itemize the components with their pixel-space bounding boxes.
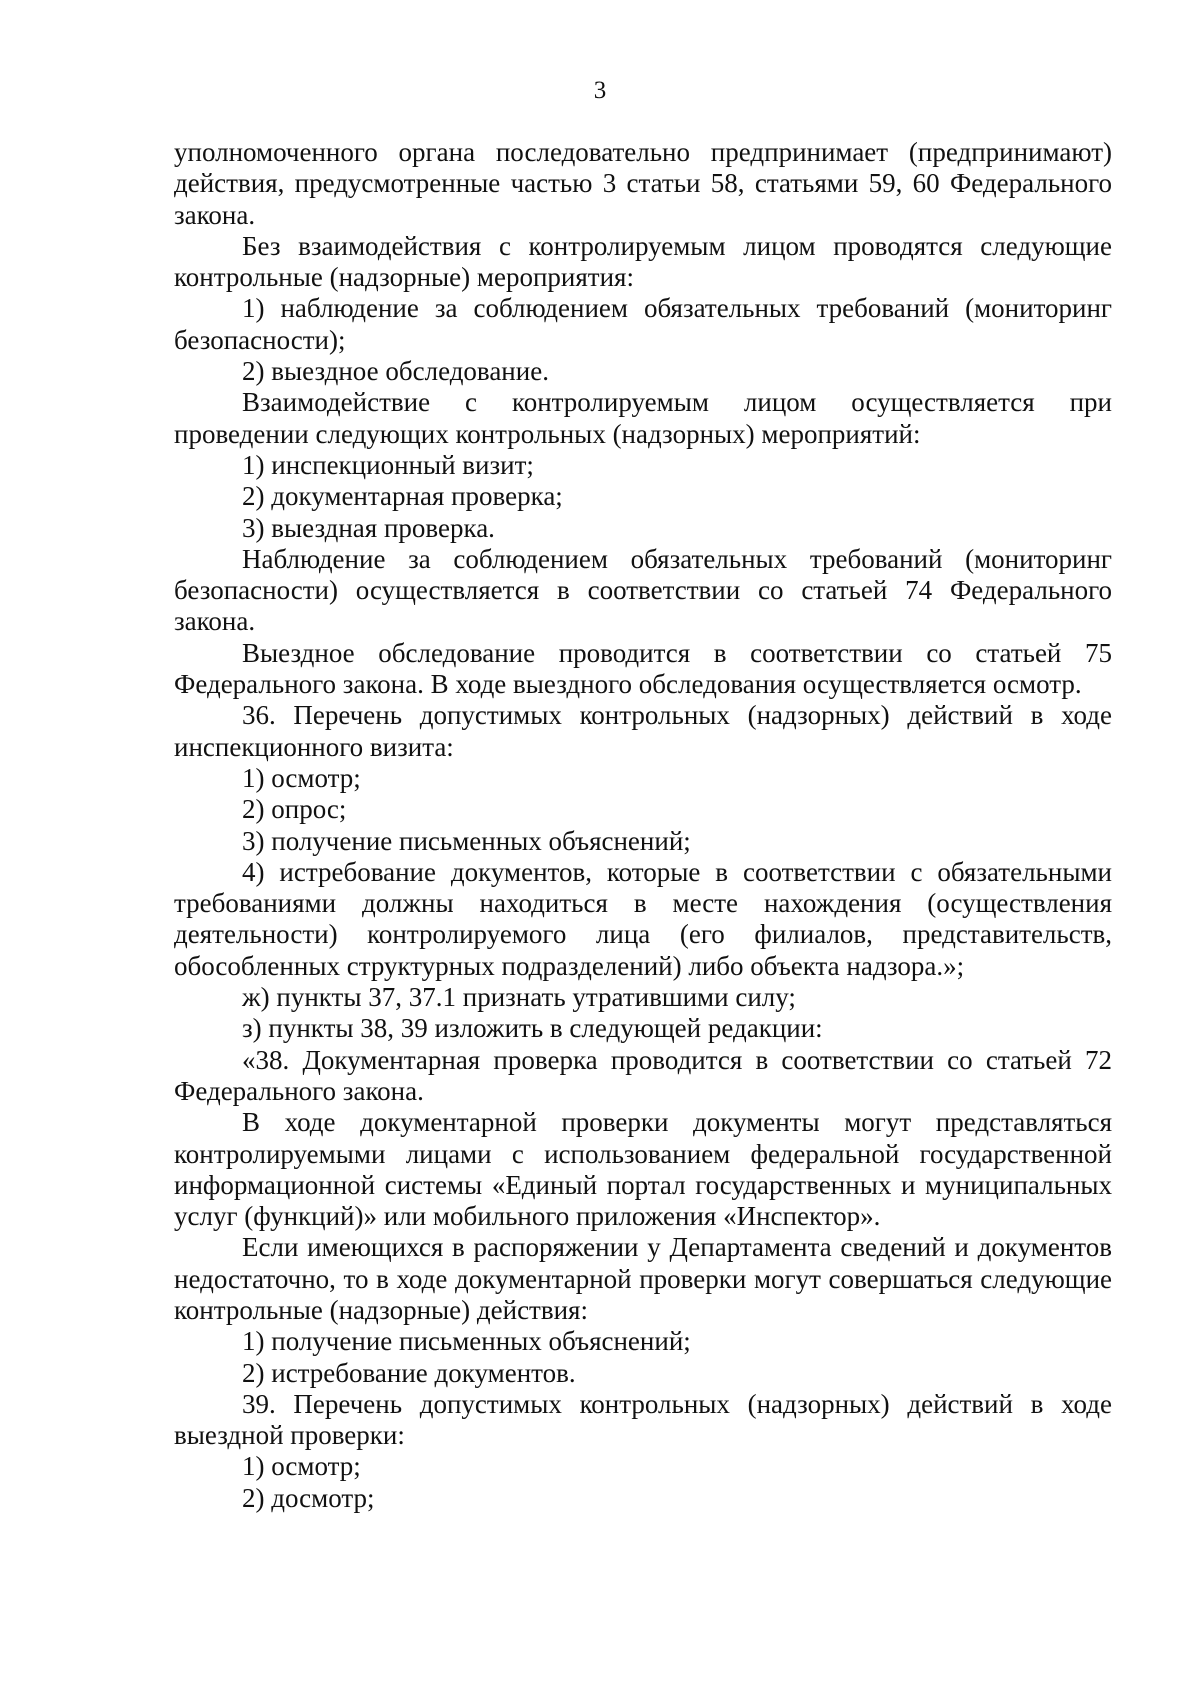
list-item-inspection: 1) осмотр; [242, 762, 361, 793]
paragraph-monitoring-article: Наблюдение за соблюдением обязательных требований (мониторинг безопасности) осуществляется в соответствии со статьей 74 Федерального закона. [174, 543, 1112, 637]
list-item-written-explanations: 3) получение письменных объяснений; [242, 825, 691, 856]
paragraph-with-interaction: Взаимодействие с контролируемым лицом осуществляется при проведении следующих контрольных (надзорных) мероприятий: [174, 387, 1112, 449]
page-number: 3 [593, 77, 607, 104]
list-item-document-request-2: 2) истребование документов. [242, 1357, 576, 1388]
paragraph-continuation: уполномоченного органа последовательно предпринимает (предпринимают) действия, предусмотренные частью 3 статьи 58, статьями 59, 60 Федерального закона. [174, 137, 1112, 230]
list-item-document-request: 4) истребование документов, которые в соответствии с обязательными требованиями должны находиться в месте нахождения (осуществления деятельности) контролируемого лица (его филиалов, представительств, обособленных структурных подразделений) либо объекта надзора.»; [174, 856, 1112, 981]
list-item-documentary-check: 2) документарная проверка; [242, 481, 563, 512]
paragraph-item-38: «38. Документарная проверка проводится в соответствии со статьей 72 Федерального закона. [174, 1044, 1112, 1106]
paragraph-field-survey-article: Выездное обследование проводится в соответствии со статьей 75 Федерального закона. В ходе выездного обследования осуществляется осмотр. [174, 637, 1112, 700]
list-item-survey: 2) опрос; [242, 794, 347, 825]
list-item-monitoring: 1) наблюдение за соблюдением обязательных требований (мониторинг безопасности); [174, 293, 1112, 355]
list-item-field-check: 3) выездная проверка. [242, 512, 495, 543]
amendment-item-zh: ж) пункты 37, 37.1 признать утратившими силу; [242, 982, 796, 1013]
amendment-item-z: з) пункты 38, 39 изложить в следующей редакции: [242, 1013, 823, 1044]
document-body [174, 137, 1112, 1514]
list-item-inspection-visit: 1) инспекционный визит; [242, 449, 534, 480]
paragraph-item-39: 39. Перечень допустимых контрольных (надзорных) действий в ходе выездной проверки: [174, 1388, 1112, 1451]
paragraph-item-36: 36. Перечень допустимых контрольных (надзорных) действий в ходе инспекционного визита: [174, 700, 1112, 762]
list-item-written-explanations-2: 1) получение письменных объяснений; [242, 1326, 691, 1357]
paragraph-documentary-portal: В ходе документарной проверки документы могут представляться контролируемыми лицами с использованием федеральной государственной информационной системы «Единый портал государственных и муниципальных услуг (функций)» или мобильного приложения «Инспектор». [174, 1107, 1112, 1232]
list-item-examination: 2) досмотр; [242, 1482, 375, 1513]
paragraph-without-interaction: Без взаимодействия с контролируемым лицом проводятся следующие контрольные (надзорные) мероприятия: [174, 230, 1112, 293]
paragraph-insufficient-documents: Если имеющихся в распоряжении у Департамента сведений и документов недостаточно, то в ходе документарной проверки могут совершаться следующие контрольные (надзорные) действия: [174, 1232, 1112, 1325]
list-item-inspection-2: 1) осмотр; [242, 1451, 361, 1482]
list-item-field-survey: 2) выездное обследование. [242, 356, 549, 387]
